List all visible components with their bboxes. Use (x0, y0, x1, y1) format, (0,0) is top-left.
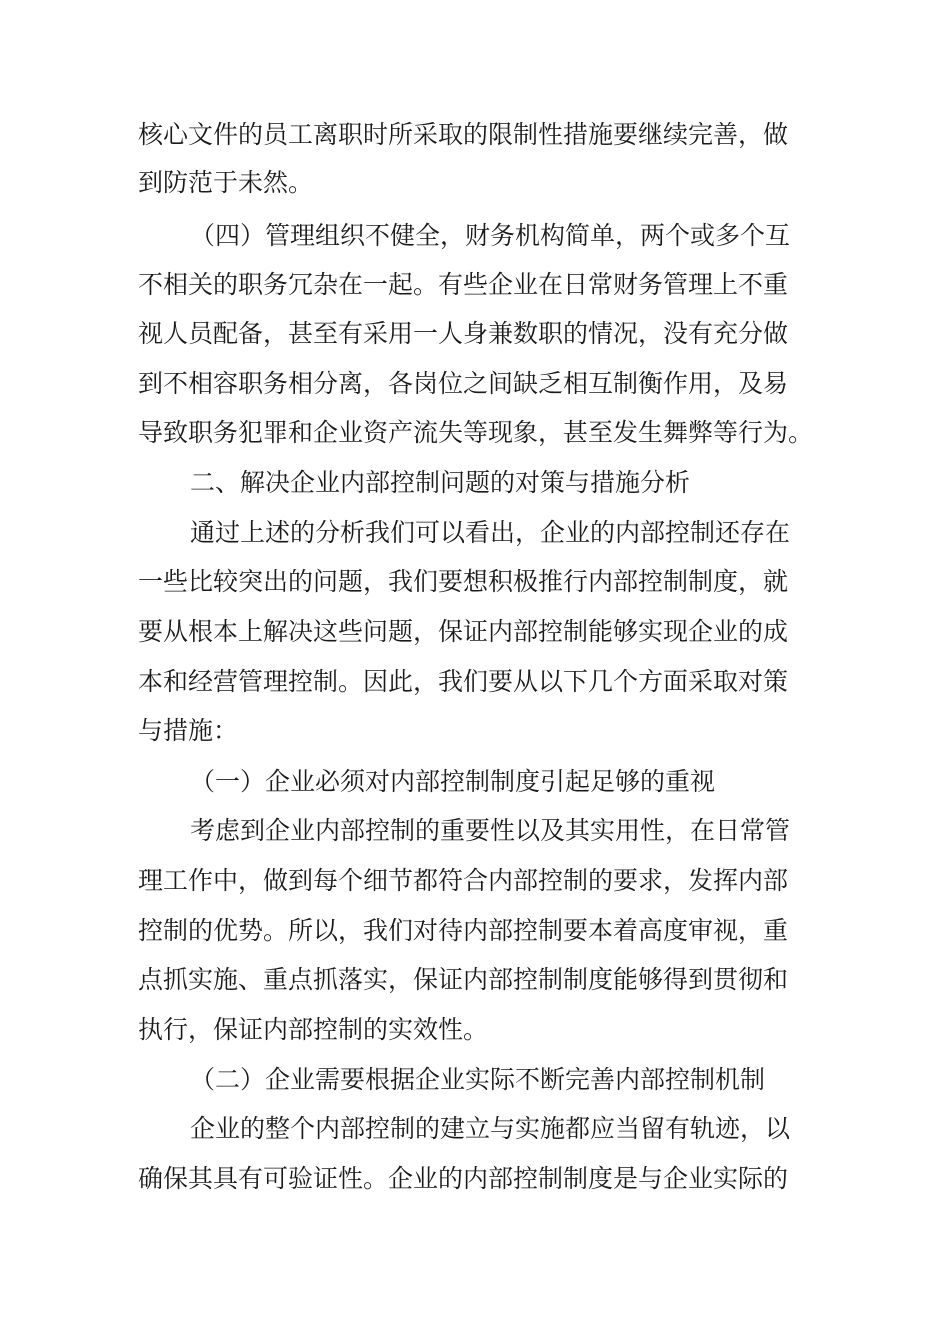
text-line: 本和经营管理控制。因此，我们要从以下几个方面采取对策 (138, 667, 789, 696)
text-line: 到不相容职务相分离，各岗位之间缺乏相互制衡作用，及易 (138, 369, 789, 398)
text-line: 一些比较突出的问题，我们要想积极推行内部控制制度，就 (138, 567, 789, 596)
text-line: 通过上述的分析我们可以看出，企业的内部控制还存在 (190, 518, 791, 547)
chapter-heading: 二、解决企业内部控制问题的对策与措施分析 (190, 468, 691, 497)
section-heading: （四）管理组织不健全，财务机构简单，两个或多个互 (190, 221, 791, 250)
text-line: 核心文件的员工离职时所采取的限制性措施要继续完善，做 (138, 120, 789, 149)
text-line: 与措施： (138, 716, 239, 745)
section-heading: （二）企业需要根据企业实际不断完善内部控制机制 (190, 1065, 766, 1094)
text-line: 控制的优势。所以，我们对待内部控制要本着高度审视，重 (138, 916, 789, 945)
text-line: 不相关的职务冗杂在一起。有些企业在日常财务管理上不重 (138, 270, 789, 299)
text-line: 理工作中，做到每个细节都符合内部控制的要求，发挥内部 (138, 866, 789, 895)
text-line: 点抓实施、重点抓落实，保证内部控制制度能够得到贯彻和 (138, 965, 789, 994)
text-line: 导致职务犯罪和企业资产流失等现象，甚至发生舞弊等行为。 (138, 418, 814, 447)
text-line: 要从根本上解决这些问题，保证内部控制能够实现企业的成 (138, 617, 789, 646)
text-line: 企业的整个内部控制的建立与实施都应当留有轨迹，以 (190, 1114, 791, 1143)
text-line: 视人员配备，甚至有采用一人身兼数职的情况，没有充分做 (138, 319, 789, 348)
text-line: 确保其具有可验证性。企业的内部控制制度是与企业实际的 (138, 1164, 789, 1193)
section-heading: （一）企业必须对内部控制制度引起足够的重视 (190, 767, 716, 796)
text-line: 到防范于未然。 (138, 168, 314, 197)
text-line: 考虑到企业内部控制的重要性以及其实用性，在日常管 (190, 816, 791, 845)
text-line: 执行，保证内部控制的实效性。 (138, 1015, 489, 1044)
